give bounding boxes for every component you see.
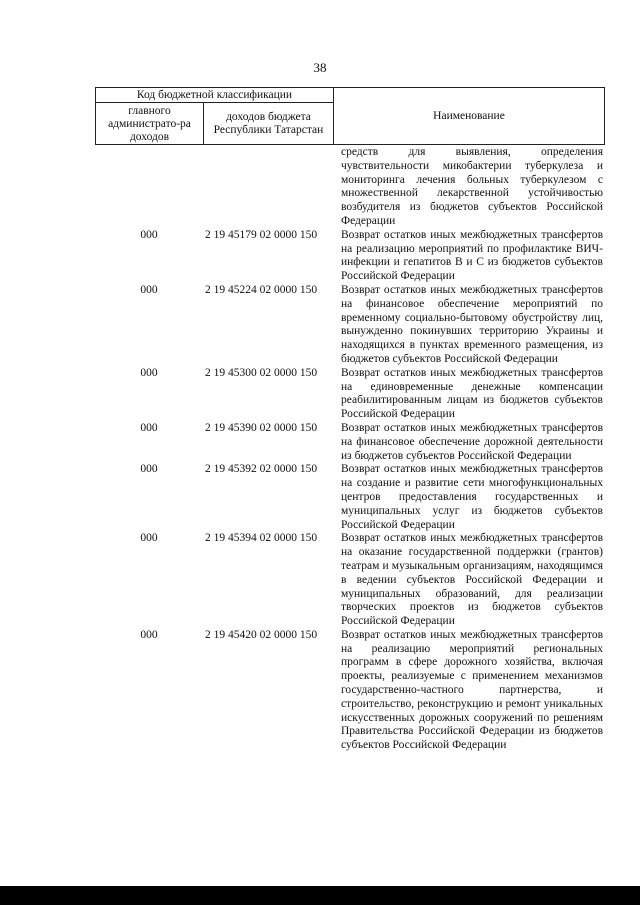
table-row [95,284,605,367]
admin-code-cell: 000 [140,228,158,241]
table-row [95,229,605,284]
scan-border-bar [0,886,640,905]
table-row [95,532,605,629]
admin-code-cell: 000 [140,628,158,641]
name-column-label: Наименование [433,109,505,122]
budget-code-cell [203,146,341,229]
budget-code-cell: 2 19 45390 02 0000 150 [205,421,318,434]
budget-column-header [204,103,334,145]
name-cell: средств для выявления, определения чувствительности микобактерии туберкулеза и мониторинга лечения больных туберкулезом с множественной лекарственной устойчивостью возбудителя из бюджетов субъектов Российской Федерации [341,146,603,227]
name-cell: Возврат остатков иных межбюджетных трансфертов на реализацию мероприятий региональных программ в сфере дорожного хозяйства, включая проекты, реализуемые с применением механизмов государственно-частного партнерства, и строительство, реконструкцию и ремонт уникальных искусственных дорожных сооружений по решениям Правительства Российской Федерации из бюджетов субъектов Российской Федерации [341,628,603,752]
admin-column-header [96,103,204,145]
admin-code-cell: 000 [140,366,158,379]
budget-code-cell: 2 19 45394 02 0000 150 [205,532,318,545]
table-header [95,87,605,145]
budget-code-cell: 2 19 45300 02 0000 150 [205,366,318,379]
table-body [95,146,605,753]
table-row [95,629,605,753]
page-number: 38 [313,60,327,75]
code-group-header: Код бюджетной классификации [96,88,334,103]
table-row [95,463,605,532]
budget-code-cell: 2 19 45392 02 0000 150 [205,463,318,476]
admin-code-cell: 000 [140,421,158,434]
admin-column-label: главного администрато-ра доходов [108,104,191,143]
budget-code-cell: 2 19 45420 02 0000 150 [205,628,318,641]
name-cell: Возврат остатков иных межбюджетных трансфертов на реализацию мероприятий по профилактике ВИЧ-инфекции и гепатитов B и C из бюджетов субъектов Российской Федерации [341,228,603,283]
table-row [95,422,605,463]
table-row [95,146,605,229]
budget-code-cell: 2 19 45224 02 0000 150 [205,283,318,296]
name-cell: Возврат остатков иных межбюджетных трансфертов на создание и развитие сети многофункциональных центров предоставления государственных и муниципальных услуг из бюджетов субъектов Российской Федерации [341,463,603,531]
admin-code-cell [95,146,203,229]
admin-code-cell: 000 [140,532,158,545]
name-column-header [334,88,604,144]
name-cell: Возврат остатков иных межбюджетных трансфертов на оказание государственной поддержки (грантов) театрам и музыкальным организациям, находящимся в ведении субъектов Российской Федерации и муниципальных образований, для реализации творческих проектов из бюджетов субъектов Российской Федерации [341,532,603,628]
name-cell: Возврат остатков иных межбюджетных трансфертов на финансовое обеспечение мероприятий по временному социально-бытовому обустройству лиц, вынужденно покинувших территорию Украины и находящихся в пунктах временного размещения, из бюджетов субъектов Российской Федерации [341,283,603,365]
budget-column-label: доходов бюджета Республики Татарстан [213,111,324,136]
name-cell: Возврат остатков иных межбюджетных трансфертов на финансовое обеспечение дорожной деятельности из бюджетов субъектов Российской Федерации [341,421,603,462]
admin-code-cell: 000 [140,283,158,296]
admin-code-cell: 000 [140,463,158,476]
budget-code-cell: 2 19 45179 02 0000 150 [205,228,318,241]
table-row [95,367,605,422]
name-cell: Возврат остатков иных межбюджетных трансфертов на единовременные денежные компенсации реабилитированным лицам из бюджетов субъектов Российской Федерации [341,366,603,421]
